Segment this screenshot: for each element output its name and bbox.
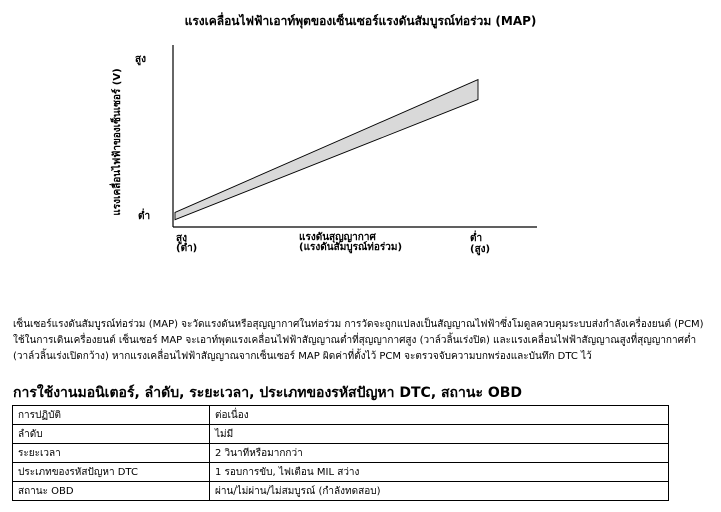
row-label: ประเภทของรหัสปัญหา DTC — [13, 463, 210, 482]
table-row — [13, 463, 669, 482]
row-value: ไม่มี — [210, 425, 669, 444]
x-tick-left-line2: (ต่ำ) — [176, 243, 198, 254]
voltage-range-band — [175, 80, 478, 220]
row-value: ต่อเนื่อง — [210, 406, 669, 425]
chart-title: แรงเคลื่อนไฟฟ้าเอาท์พุตของเซ็นเซอร์แรงดันสัมบูรณ์ท่อร่วม (MAP) — [184, 14, 537, 28]
x-tick-right-line1: ต่ำ — [470, 233, 483, 244]
y-tick-high: สูง — [135, 54, 146, 65]
x-axis-label-sub: (แรงดันสัมบูรณ์ท่อร่วม) — [299, 242, 403, 253]
row-label: ลำดับ — [13, 425, 210, 444]
y-tick-low: ต่ำ — [138, 211, 151, 222]
description-line-3: (วาล์วลิ้นเร่งเปิดกว้าง) หากแรงเคลื่อนไฟฟ้าสัญญาณจากเซ็นเซอร์ MAP ผิดค่าที่ตั้งไว้ PCM จะตรวจจับความบกพร่องและบันทึก DTC ไว้ — [13, 351, 592, 362]
x-axis-label-main: แรงดันสุญญากาศ — [299, 232, 376, 243]
row-label: การปฏิบัติ — [13, 406, 210, 425]
x-tick-right-line2: (สูง) — [470, 244, 491, 255]
table-row — [13, 425, 669, 444]
table-row — [13, 482, 669, 501]
row-value: 1 รอบการขับ, ไฟเตือน MIL สว่าง — [210, 463, 669, 482]
monitor-info-table — [12, 405, 669, 501]
row-value: ผ่าน/ไม่ผ่าน/ไม่สมบูรณ์ (กำลังทดสอบ) — [210, 482, 669, 501]
description-line-1: เซ็นเซอร์แรงดันสัมบูรณ์ท่อร่วม (MAP) จะวัดแรงดันหรือสุญญากาศในท่อร่วม การวัดจะถูกแปลงเป็นสัญญาณไฟฟ้าซึ่งโมดูลควบคุมระบบส่งกำลังเครื่องยนต์ (PCM) — [13, 319, 704, 330]
row-label: ระยะเวลา — [13, 444, 210, 463]
row-label: สถานะ OBD — [13, 482, 210, 501]
description-line-2: ใช้ในการเดินเครื่องยนต์ เซ็นเซอร์ MAP จะเอาท์พุตแรงเคลื่อนไฟฟ้าสัญญาณต่ำที่สุญญากาศสูง (วาล์วลิ้นเร่งปิด) และแรงเคลื่อนไฟฟ้าสัญญาณสูงที่สุญญากาศต่ำ — [13, 335, 697, 346]
row-value: 2 วินาทีหรือมากกว่า — [210, 444, 669, 463]
description — [13, 317, 713, 365]
x-tick-left-line1: สูง — [176, 233, 187, 244]
table-row — [13, 406, 669, 425]
table-row — [13, 444, 669, 463]
y-axis-label: แรงเคลื่อนไฟฟ้าของเซ็นเซอร์ (V) — [112, 68, 123, 216]
section-title: การใช้งานมอนิเตอร์, ลำดับ, ระยะเวลา, ประเภทของรหัสปัญหา DTC, สถานะ OBD — [13, 385, 523, 401]
